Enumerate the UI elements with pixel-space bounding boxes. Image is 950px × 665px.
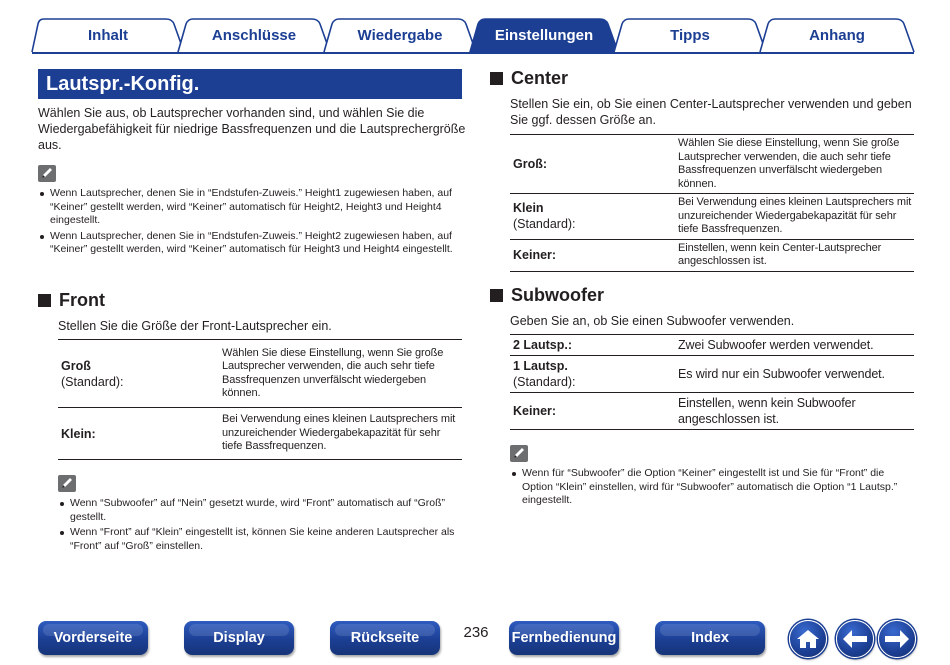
front-heading (38, 290, 105, 310)
arrow-right-icon (884, 629, 910, 649)
table-row (510, 335, 914, 356)
option-key (510, 239, 675, 271)
subwoofer-notes-list (510, 467, 914, 510)
option-name: 2 Lautsp.: (513, 338, 573, 352)
center-heading (490, 68, 568, 88)
option-key (510, 335, 675, 356)
option-desc: Bei Verwendung eines kleinen Lautsprechers mit unzureichender Wiedergabekapazität für sehr tiefe Bassfrequenzen. (222, 413, 456, 453)
front-heading-text: Front (59, 290, 105, 310)
button-label: Index (691, 630, 729, 646)
subwoofer-desc: Geben Sie an, ob Sie einen Subwoofer verwenden. (510, 314, 795, 328)
tab-label: Wiedergabe (357, 26, 443, 44)
tab-label: Anhang (809, 26, 865, 44)
option-key (58, 340, 219, 408)
front-options-table (58, 339, 462, 460)
option-desc: Wählen Sie diese Einstellung, wenn Sie große Lautsprecher verwenden, die auch sehr tiefe Bassfrequenzen unverfälscht wiedergeben können. (222, 346, 444, 399)
top-tab-bar (0, 0, 950, 56)
home-icon (796, 628, 820, 650)
list-item: Wenn Lautsprecher, denen Sie in “Endstufen-Zuweis.” Height2 zugewiesen haben, auf “Keiner” gestellt werden, wird “Keiner” automatisch für Height3 und Height4 eingestellt. (38, 230, 456, 257)
table-row (510, 393, 914, 430)
table-row (510, 194, 914, 240)
tab-inhalt[interactable] (32, 18, 184, 52)
table-row (510, 239, 914, 271)
option-name: Klein: (61, 426, 96, 441)
page-title: Lautspr.-Konfig. (38, 69, 462, 99)
option-name: Groß (61, 358, 91, 373)
square-bullet-icon (490, 72, 503, 85)
option-name: Groß: (513, 157, 548, 171)
square-bullet-icon (38, 294, 51, 307)
pencil-note-icon (58, 475, 76, 492)
back-button[interactable] (836, 620, 874, 658)
option-name: Klein (513, 201, 544, 216)
option-name: Keiner: (513, 248, 557, 262)
center-heading-text: Center (511, 68, 569, 88)
tab-label: Anschlüsse (211, 26, 297, 44)
center-options-table (510, 134, 914, 272)
tab-label: Inhalt (88, 26, 128, 44)
option-name: Keiner: (513, 404, 557, 418)
list-item: Wenn “Subwoofer” auf “Nein” gesetzt wurde, wird “Front” automatisch auf “Groß” gestellt. (58, 497, 458, 524)
button-label: Rückseite (350, 630, 420, 646)
option-default: (Standard): (513, 217, 576, 232)
tab-anhang[interactable] (760, 18, 914, 52)
tab-label: Tipps (670, 26, 710, 44)
option-name: 1 Lautsp. (513, 359, 568, 373)
fernbedienung-button[interactable] (509, 621, 619, 655)
tab-tipps[interactable] (614, 18, 766, 52)
button-label: Fernbedienung (511, 630, 617, 646)
forward-button[interactable] (878, 620, 916, 658)
list-item: Wenn “Front” auf “Klein” eingestellt ist, können Sie keine anderen Lautsprecher als “Front” auf “Groß” einstellen. (58, 526, 458, 553)
index-button[interactable] (655, 621, 765, 655)
table-row (58, 408, 462, 460)
subwoofer-options-table (510, 334, 914, 430)
option-key (510, 356, 675, 393)
option-default: (Standard): (61, 374, 124, 389)
option-desc: Einstellen, wenn kein Subwoofer angeschlossen ist. (678, 396, 856, 426)
option-desc: Bei Verwendung eines kleinen Lautsprechers mit unzureichender Wiedergabekapazität für sehr tiefe Bassfrequenzen. (678, 196, 912, 235)
display-button[interactable] (184, 621, 294, 655)
pencil-note-icon (510, 445, 528, 462)
arrow-left-icon (842, 629, 868, 649)
subwoofer-heading (490, 285, 604, 305)
option-key (510, 135, 675, 194)
table-row (58, 340, 462, 408)
center-desc: Stellen Sie ein, ob Sie einen Center-Lautsprecher verwenden und geben Sie ggf. dessen Größe an. (510, 97, 912, 127)
square-bullet-icon (490, 289, 503, 302)
intro-text: Wählen Sie aus, ob Lautsprecher vorhanden sind, und wählen Sie die Wiedergabefähigkeit für niedrige Bassfrequenzen und die Lautsprechergröße aus. (38, 106, 466, 152)
option-desc: Zwei Subwoofer werden verwendet. (678, 338, 874, 352)
page-number: 236 (463, 624, 489, 641)
home-button[interactable] (789, 620, 827, 658)
table-row (510, 135, 914, 194)
notes-top-list (38, 187, 456, 259)
option-key (58, 408, 219, 460)
option-desc: Einstellen, wenn kein Center-Lautsprecher angeschlossen ist. (678, 241, 882, 267)
tab-einstellungen[interactable] (470, 18, 618, 52)
list-item: Wenn Lautsprecher, denen Sie in “Endstufen-Zuweis.” Height1 zugewiesen haben, auf “Keiner” gestellt werden, wird “Keiner” automatisch für Height2, Height3 und Height4 eingestellt. (38, 187, 456, 228)
front-desc: Stellen Sie die Größe der Front-Lautsprecher ein. (58, 319, 332, 333)
pencil-note-icon (38, 165, 56, 182)
list-item: Wenn für “Subwoofer” die Option “Keiner” eingestellt ist und Sie für “Front” die Option “Klein” einstellen, wird für “Subwoofer” automatisch die Option “1 Lautsp.” eingestellt. (510, 467, 914, 508)
option-desc: Es wird nur ein Subwoofer verwendet. (678, 367, 885, 381)
rueckseite-button[interactable] (330, 621, 440, 655)
table-row (510, 356, 914, 393)
option-key (510, 393, 675, 430)
option-key (510, 194, 675, 240)
option-default: (Standard): (513, 375, 576, 389)
button-label: Display (213, 630, 265, 646)
front-notes-list (58, 497, 458, 555)
tab-wiedergabe[interactable] (324, 18, 476, 52)
option-desc: Wählen Sie diese Einstellung, wenn Sie große Lautsprecher verwenden, die auch sehr tiefe Bassfrequenzen unverfälscht wiedergeben können. (678, 137, 900, 190)
tab-label: Einstellungen (494, 26, 594, 44)
vorderseite-button[interactable] (38, 621, 148, 655)
tab-anschluesse[interactable] (178, 18, 330, 52)
button-label: Vorderseite (53, 630, 133, 646)
subwoofer-heading-text: Subwoofer (511, 285, 604, 305)
